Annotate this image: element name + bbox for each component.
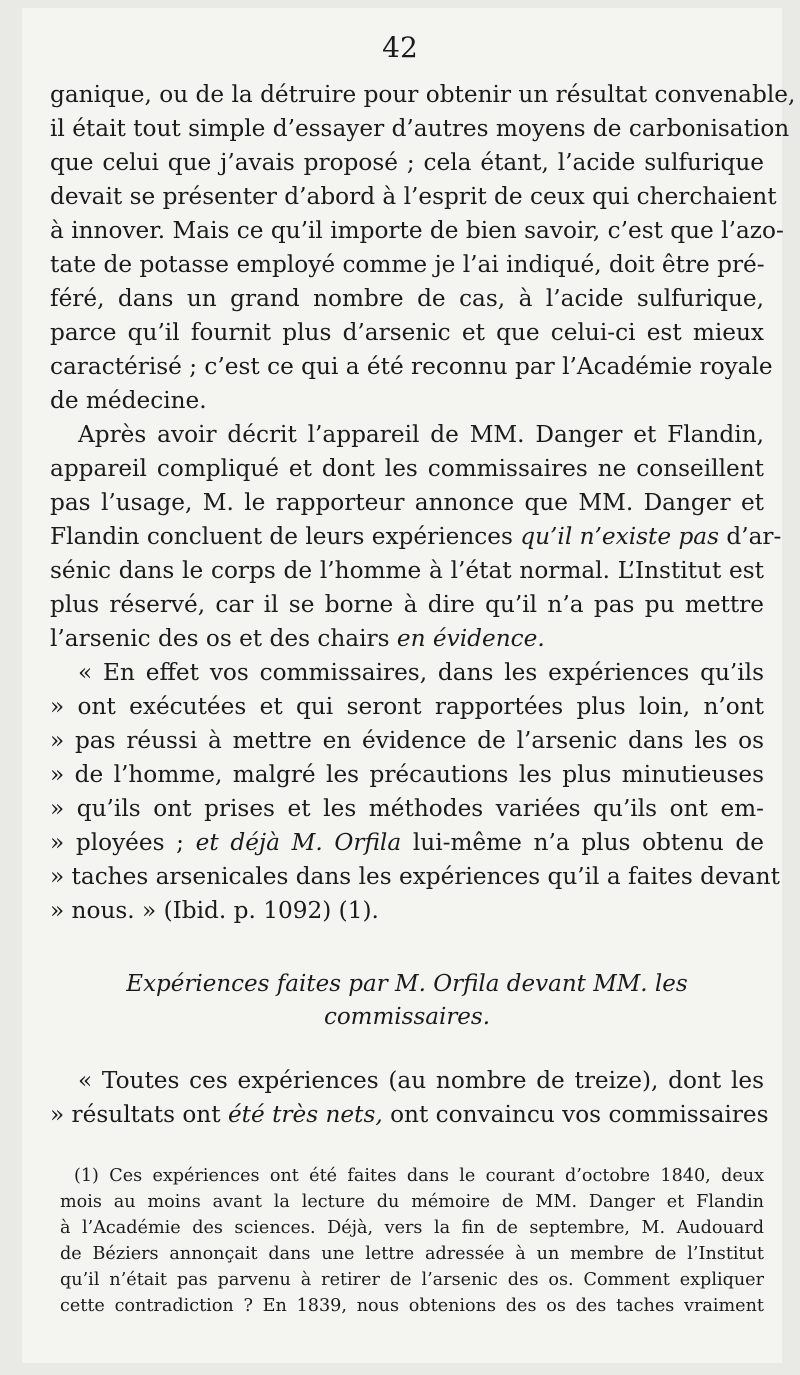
text-segment: ont convaincu vos commissaires [390,1101,769,1128]
text-line: pas l’usage, M. le rapporteur annonce que MM. Danger et [50,489,764,516]
heading-line: commissaires. [323,1004,491,1030]
heading-line: Expériences faites par M. Orfila devant MM. les [126,971,688,997]
text-line: parce qu’il fournit plus d’arsenic et que celui-ci est mieux [50,319,764,346]
text-line: caractérisé ; c’est ce qui a été reconnu par l’Académie royale [50,353,773,380]
text-segment: d’ar- [726,523,782,550]
text-line: il était tout simple d’essayer d’autres moyens de carbonisation [50,115,790,142]
italic-phrase: et déjà M. Orfila [195,829,402,856]
text-segment: » résultats ont [50,1101,221,1128]
footnote-line: de Béziers annonçait dans une lettre adressée à un membre de l’Institut [60,1244,764,1264]
text-line: tate de potasse employé comme je l’ai indiqué, doit être pré- [50,251,765,278]
text-line [50,520,782,554]
quote-line: » qu’ils ont prises et les méthodes variées qu’ils ont em- [50,795,764,822]
footnote-line: mois au moins avant la lecture du mémoire de MM. Danger et Flandin [60,1192,764,1212]
main-text [50,78,796,928]
text-segment: l’arsenic des os et des chairs [50,625,390,652]
quote-line: » pas réussi à mettre en évidence de l’arsenic dans les os [50,727,764,754]
quote-line: » ont exécutées et qui seront rapportées plus loin, n’ont [50,693,764,720]
page-number: 42 [382,31,418,64]
text-line: féré, dans un grand nombre de cas, à l’acide sulfurique, [50,285,764,312]
text-line: Après avoir décrit l’appareil de MM. Danger et Flandin, [78,421,764,448]
text-line [50,622,764,656]
footnote-line: à l’Académie des sciences. Déjà, vers la fin de septembre, M. Audouard [60,1218,764,1238]
quote-line [50,1098,769,1132]
footnote-line: cette contradiction ? En 1839, nous obtenions des os des taches vraiment [60,1296,764,1316]
quote-line: » nous. » (Ibid. p. 1092) (1). [50,897,379,924]
quote-line: » taches arsenicales dans les expériences qu’il a faites devant [50,863,780,890]
footnote-line: (1) Ces expériences ont été faites dans le courant d’octobre 1840, deux [74,1166,764,1186]
italic-phrase: en évidence. [396,625,545,652]
text-line: plus réservé, car il se borne à dire qu’il n’a pas pu mettre [50,591,764,618]
quote-line: « Toutes ces expériences (au nombre de treize), dont les [78,1067,764,1094]
text-line: ganique, ou de la détruire pour obtenir un résultat convenable, [50,81,796,108]
quote-block [50,1064,769,1132]
text-segment: Flandin concluent de leurs expériences [50,523,513,550]
text-line: appareil compliqué et dont les commissaires ne conseillent [50,455,764,482]
section-heading [50,968,764,1034]
footnote-line: qu’il n’était pas parvenu à retirer de l’arsenic des os. Comment expliquer [60,1270,764,1290]
quote-line: « En effet vos commissaires, dans les expériences qu’ils [78,659,764,686]
text-segment: » ployées ; [50,829,184,856]
text-line: sénic dans le corps de l’homme à l’état normal. L’Institut est [50,557,764,584]
text-line: de médecine. [50,387,207,414]
text-line: devait se présenter d’abord à l’esprit de ceux qui cherchaient [50,183,777,210]
text-segment: lui-même n’a plus obtenu de [412,829,765,856]
text-line: que celui que j’avais proposé ; cela étant, l’acide sulfurique [50,149,764,176]
quote-line [50,826,764,860]
footnote [60,1163,764,1319]
text-line: à innover. Mais ce qu’il importe de bien savoir, c’est que l’azo- [50,217,784,244]
italic-phrase: été très nets, [227,1101,383,1128]
italic-phrase: qu’il n’existe pas [520,523,720,550]
quote-line: » de l’homme, malgré les précautions les plus minutieuses [50,761,764,788]
